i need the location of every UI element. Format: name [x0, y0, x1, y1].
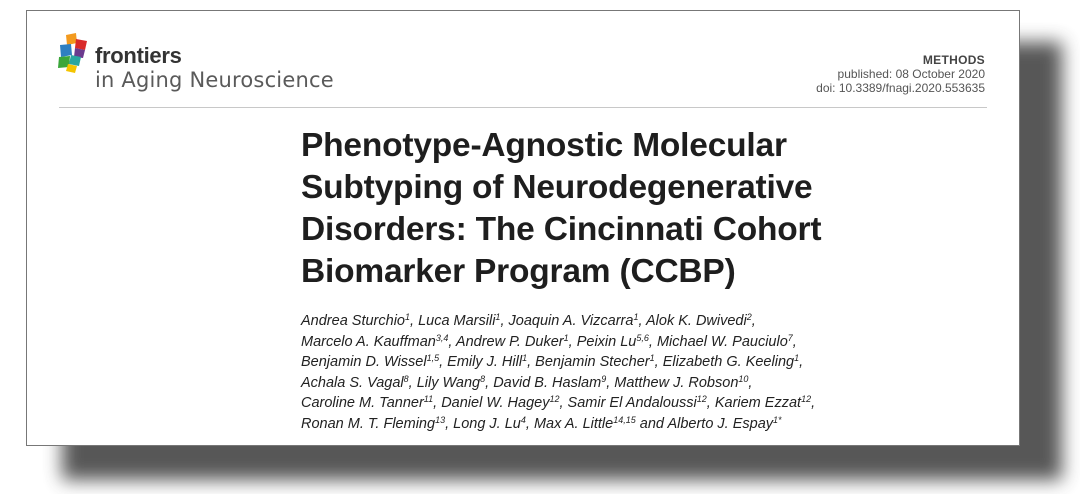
author-separator: ,: [433, 395, 442, 411]
frontiers-logo-icon: [57, 33, 91, 73]
author-separator: ,: [568, 333, 577, 350]
author-name[interactable]: Joaquin A. Vizcarra: [508, 313, 634, 329]
author-affiliation: 12: [801, 394, 812, 404]
author-line: [301, 352, 1001, 373]
author-separator: ,: [527, 354, 536, 370]
author-affiliation: 13: [435, 414, 446, 425]
author-name[interactable]: Andrew P. Duker: [455, 333, 564, 350]
author-separator: ,: [648, 333, 657, 350]
author-separator: and: [635, 415, 668, 432]
author-affiliation: 8: [403, 373, 409, 384]
author-name[interactable]: Luca Marsili: [418, 313, 496, 329]
author-separator: ,: [525, 415, 534, 432]
author-name[interactable]: Samir El Andaloussi: [567, 395, 697, 411]
author-affiliation: 1: [794, 353, 800, 363]
author-name[interactable]: Daniel W. Hagey: [441, 395, 550, 411]
author-separator: ,: [408, 374, 417, 391]
article-header-page: [26, 10, 1020, 446]
author-name[interactable]: Achala S. Vagal: [301, 374, 404, 391]
author-name[interactable]: Peixin Lu: [576, 333, 637, 350]
author-affiliation: 9: [601, 373, 607, 384]
author-line: [301, 332, 1001, 353]
author-name[interactable]: Matthew J. Robson: [614, 374, 739, 391]
author-name[interactable]: Ronan M. T. Fleming: [301, 415, 436, 432]
author-line: [301, 311, 1001, 332]
author-separator: ,: [606, 374, 615, 391]
author-separator: ,: [748, 374, 753, 391]
author-name[interactable]: Lily Wang: [416, 374, 481, 391]
author-affiliation: 1,5: [426, 353, 440, 363]
title-line: Disorders: The Cincinnati Cohort: [301, 211, 822, 248]
author-name[interactable]: Benjamin D. Wissel: [301, 354, 427, 370]
logo-block-teal: [69, 55, 81, 66]
author-affiliation: 1: [563, 332, 569, 343]
author-name[interactable]: Alberto J. Espay: [667, 415, 774, 432]
frontiers-wordmark: frontiers: [95, 43, 182, 68]
author-affiliation: 11: [423, 394, 434, 404]
author-affiliation: 1: [633, 312, 639, 322]
author-separator: ,: [500, 313, 509, 329]
published-date: published: 08 October 2020: [837, 67, 985, 81]
author-affiliation: 1: [495, 312, 501, 322]
author-affiliation: 1: [404, 312, 410, 322]
logo-block-blue: [60, 44, 72, 57]
author-line: [301, 393, 1001, 414]
author-affiliation: 1*: [773, 414, 782, 425]
author-name[interactable]: Caroline M. Tanner: [301, 395, 424, 411]
author-separator: ,: [448, 333, 456, 350]
author-name[interactable]: Kariem Ezzat: [714, 395, 802, 411]
author-separator: ,: [445, 415, 454, 432]
title-line: Phenotype-Agnostic Molecular: [301, 127, 787, 164]
author-line: [301, 414, 1001, 435]
author-affiliation: 14,15: [613, 414, 636, 425]
author-name[interactable]: Elizabeth G. Keeling: [662, 354, 795, 370]
author-separator: ,: [792, 333, 797, 350]
author-name[interactable]: Long J. Lu: [453, 415, 521, 432]
article-type: METHODS: [922, 53, 985, 67]
author-affiliation: 1: [649, 353, 655, 363]
author-list: [301, 311, 1001, 434]
logo-block-yellow: [66, 64, 77, 73]
author-name[interactable]: Benjamin Stecher: [535, 354, 650, 370]
author-affiliation: 12: [696, 394, 707, 404]
author-separator: ,: [811, 395, 816, 411]
author-name[interactable]: Marcelo A. Kauffman: [301, 333, 436, 350]
author-separator: ,: [439, 354, 448, 370]
author-separator: ,: [410, 313, 419, 329]
author-name[interactable]: Alok K. Dwivedi: [645, 313, 747, 329]
author-name[interactable]: Andrea Sturchio: [301, 313, 405, 329]
author-separator: ,: [485, 374, 494, 391]
author-name[interactable]: David B. Haslam: [493, 374, 602, 391]
author-affiliation: 7: [787, 332, 793, 343]
author-separator: ,: [654, 354, 663, 370]
author-affiliation: 1: [522, 353, 528, 363]
author-affiliation: 5,6: [636, 332, 649, 343]
doi-link[interactable]: doi: 10.3389/fnagi.2020.553635: [816, 81, 985, 95]
author-affiliation: 2: [746, 312, 752, 322]
author-separator: ,: [559, 395, 568, 411]
author-line: [301, 373, 1001, 394]
author-affiliation: 4: [520, 414, 526, 425]
author-separator: ,: [638, 313, 646, 329]
author-separator: ,: [706, 395, 715, 411]
author-name[interactable]: Emily J. Hill: [447, 354, 523, 370]
author-separator: ,: [751, 313, 756, 329]
author-affiliation: 12: [549, 394, 560, 404]
author-name[interactable]: Michael W. Pauciulo: [656, 333, 788, 350]
author-affiliation: 8: [480, 373, 486, 384]
article-meta: [816, 53, 985, 95]
header-divider: [59, 107, 987, 108]
journal-name: in Aging Neuroscience: [95, 68, 334, 92]
author-affiliation: 10: [738, 373, 749, 384]
author-affiliation: 3,4: [435, 332, 449, 343]
author-separator: ,: [799, 354, 804, 370]
author-name[interactable]: Max A. Little: [533, 415, 614, 432]
logo-block-red: [75, 39, 87, 50]
logo-block-orange: [66, 33, 77, 45]
title-line: Subtyping of Neurodegenerative: [301, 169, 813, 206]
title-line: Biomarker Program (CCBP): [301, 253, 736, 290]
article-title: [301, 125, 1001, 293]
